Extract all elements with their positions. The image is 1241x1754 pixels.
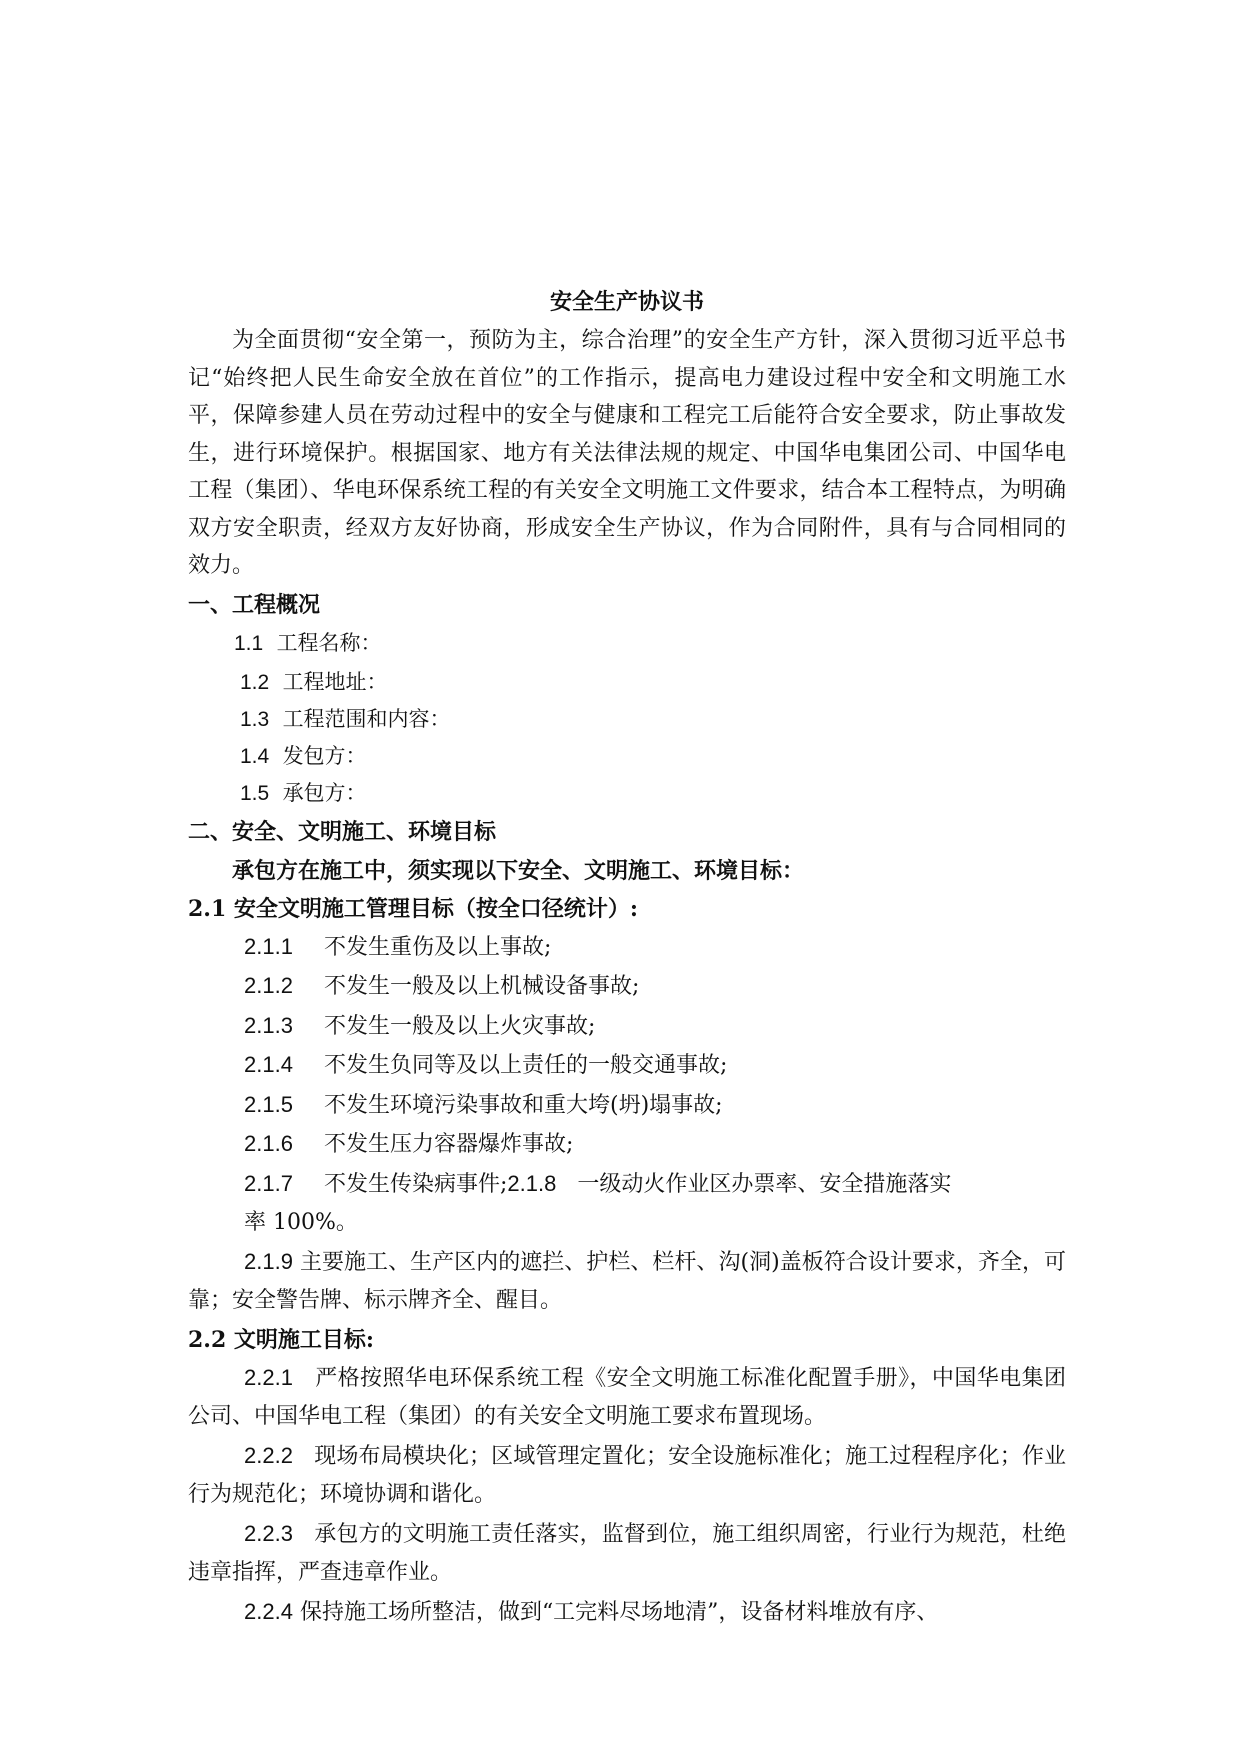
section-2-lead: 承包方在施工中，须实现以下安全、文明施工、环境目标：: [232, 857, 805, 884]
list-item: 2.1.6 不发生压力容器爆炸事故;: [244, 1131, 574, 1157]
project-info-item: 1.4 发包方：: [240, 743, 367, 768]
list-item: 2.1.2 不发生一般及以上机械设备事故;: [244, 973, 640, 999]
document-title: 安全生产协议书: [549, 289, 704, 315]
list-item: 2.1.1 不发生重伤及以上事故;: [244, 933, 552, 960]
project-info-item: 1.3 工程范围和内容：: [240, 706, 451, 731]
list-item: 2.1.3 不发生一般及以上火灾事故;: [244, 1012, 596, 1039]
intro-paragraph: 为全面贯彻“安全第一，预防为主，综合治理”的安全生产方针，深入贯彻习近平总书记“始终把人民生命安全放在首位”的工作指示，提高电力建设过程中安全和文明施工水平，保障参建人员在劳动过程中的安全与健康和工程完工后能符合安全要求，防止事故发生，进行环境保护。根据国家、地方有关法律法规的规定、中国华电集团公司、中国华电工程（集团）、华电环保系统工程的有关安全文明施工文件要求，结合本工程特点，为明确双方安全职责，经双方友好协商，形成安全生产协议，作为合同附件，具有与合同相同的效力。: [188, 328, 1066, 578]
document-body: [188, 284, 1066, 1632]
list-item: 2.1.7 不发生传染病事件;2.1.8 一级动火作业区办票率、安全措施落实: [244, 1170, 952, 1197]
list-item: 2.1.4 不发生负同等及以上责任的一般交通事故;: [244, 1052, 728, 1078]
section-1-heading: 一、工程概况: [188, 591, 321, 618]
subsection-2-1-heading: 2.1 安全文明施工管理目标（按全口径统计）:: [188, 895, 639, 922]
project-info-item: 1.2 工程地址：: [240, 669, 388, 694]
section-2-heading: 二、安全、文明施工、环境目标: [188, 818, 497, 845]
subsection-2-2-heading: 2.2 文明施工目标:: [188, 1326, 375, 1353]
list-item: 2.1.9 主要施工、生产区内的遮拦、护栏、栏杆、沟(洞)盖板符合设计要求，齐全，可靠；安全警告牌、标示牌齐全、醒目。: [188, 1248, 1067, 1313]
list-item: 2.2.2 现场布局模块化；区域管理定置化；安全设施标准化；施工过程程序化；作业行为规范化；环境协调和谐化。: [188, 1442, 1066, 1507]
project-info-item: 1.5 承包方：: [240, 780, 367, 805]
list-item: 2.1.5 不发生环境污染事故和重大垮(坍)塌事故;: [244, 1091, 723, 1118]
list-item: 2.2.3 承包方的文明施工责任落实，监督到位，施工组织周密，行业行为规范，杜绝违章指挥，严查违章作业。: [188, 1520, 1066, 1585]
project-info-item: 1.1 工程名称：: [234, 630, 382, 655]
list-item-continuation: 率 100%。: [244, 1210, 358, 1235]
list-item: 2.2.4 保持施工场所整洁，做到“工完料尽场地清”，设备材料堆放有序、: [244, 1598, 939, 1625]
list-item: 2.2.1 严格按照华电环保系统工程《安全文明施工标准化配置手册》，中国华电集团公司、中国华电工程（集团）的有关安全文明施工要求布置现场。: [188, 1364, 1066, 1429]
